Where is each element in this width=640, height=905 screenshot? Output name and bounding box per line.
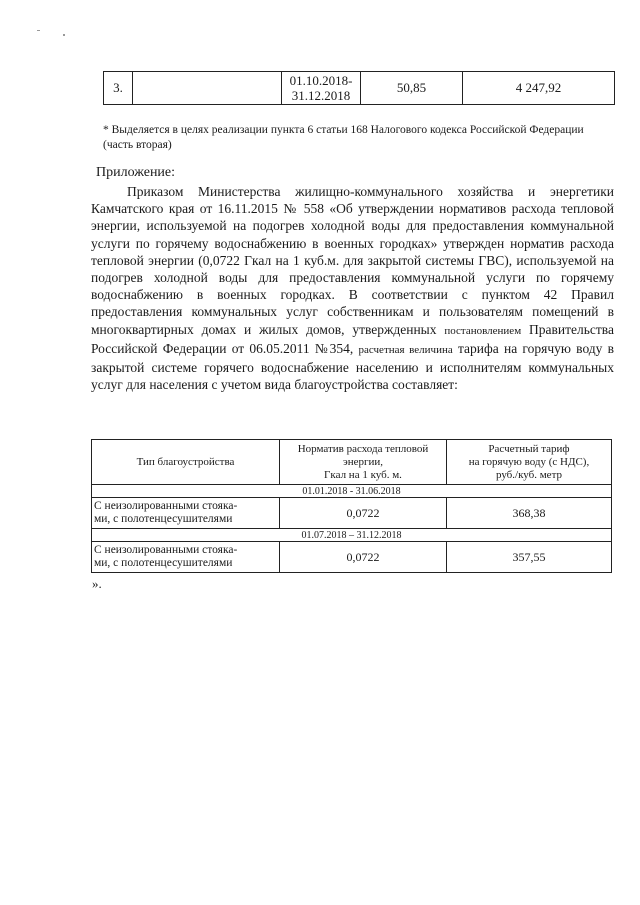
appendix-heading: Приложение:: [96, 165, 176, 180]
period-start: 01.10.2018-: [289, 73, 353, 88]
type-line: ми, с полотенцесушителями: [94, 557, 233, 569]
paragraph-text-small: постановлением: [444, 324, 522, 337]
header-norm-line: Гкал на 1 куб. м.: [324, 468, 402, 481]
header-tariff-line: на горячую воду (с НДС),: [468, 455, 590, 468]
header-type: Тип благоустройства: [92, 440, 280, 485]
period-label: 01.01.2018 - 31.06.2018: [92, 485, 612, 498]
value-cell: 50,85: [361, 72, 463, 105]
type-line: ми, с полотенцесушителями: [94, 513, 233, 525]
type-line: С неизолированными стояка-: [94, 500, 238, 512]
period-row: [92, 529, 612, 542]
period-label: 01.07.2018 – 31.12.2018: [92, 529, 612, 542]
period-end: 31.12.2018: [291, 88, 351, 103]
paragraph-text-small: расчетная величина: [358, 343, 453, 356]
header-tariff-line: Расчетный тариф: [488, 442, 570, 455]
header-norm-line: Норматив расхода тепловой: [297, 442, 429, 455]
norm-cell: 0,0722: [280, 542, 447, 573]
tariff-table: [91, 439, 612, 573]
period-cell: [282, 72, 361, 105]
table-row: [104, 72, 615, 105]
type-cell: [92, 542, 280, 573]
paragraph-text: Правительства Российской Федерации от 06.05.2011 №354,: [91, 321, 614, 356]
table-row: [92, 542, 612, 573]
table-row: [92, 498, 612, 529]
paragraph-text: Приказом Министерства жилищно-коммунального хозяйства и энергетики Камчатского края от 16.11.2015 № 558 «Об утверждении нормативов расхода тепловой энергии, используемой на подогрев холодной воды для предоставления коммунальной услуги по горячему водоснабжению в военных городках» утвержден норматив расхода тепловой энергии (0,0722 Гкал на 1 куб.м. для закрытой системы ГВС), используемой на подогрев холодной воды для предоставления коммунальной услуги по горячему водоснабжению в военных городках. В соответствии с пунктом 42 Правил предоставления коммунальных услуг собственникам и пользователям помещений в многоквартирных домах и жилых домов, утвержденных: [91, 184, 614, 337]
tariff-continuation-table: [103, 71, 615, 105]
type-cell: [92, 498, 280, 529]
tariff-cell: 368,38: [447, 498, 612, 529]
scan-speck: [37, 30, 40, 31]
period-row: [92, 485, 612, 498]
table-cell: [133, 72, 282, 105]
paragraph-text: тарифа на горячую воду в закрытой системе горячего водоснабжение населению и исполнителям коммунальных услуг для населения с учетом вида благоустройства составляет:: [91, 340, 615, 393]
value-cell: 4 247,92: [463, 72, 615, 105]
table-header-row: [92, 440, 612, 485]
header-norm-line: энергии,: [342, 455, 384, 468]
footnote: * Выделяется в целях реализации пункта 6 статьи 168 Налогового кодекса Российской Федерации (часть вторая): [103, 124, 584, 151]
type-line: С неизолированными стояка-: [94, 544, 238, 556]
appendix-paragraph: [91, 183, 614, 393]
row-number: 3.: [104, 72, 133, 105]
norm-cell: 0,0722: [280, 498, 447, 529]
scan-speck: [63, 34, 65, 36]
tariff-cell: 357,55: [447, 542, 612, 573]
header-tariff: [447, 440, 612, 485]
header-tariff-line: руб./куб. метр: [495, 468, 563, 481]
closing-quote: ».: [92, 576, 102, 591]
header-norm: [280, 440, 447, 485]
